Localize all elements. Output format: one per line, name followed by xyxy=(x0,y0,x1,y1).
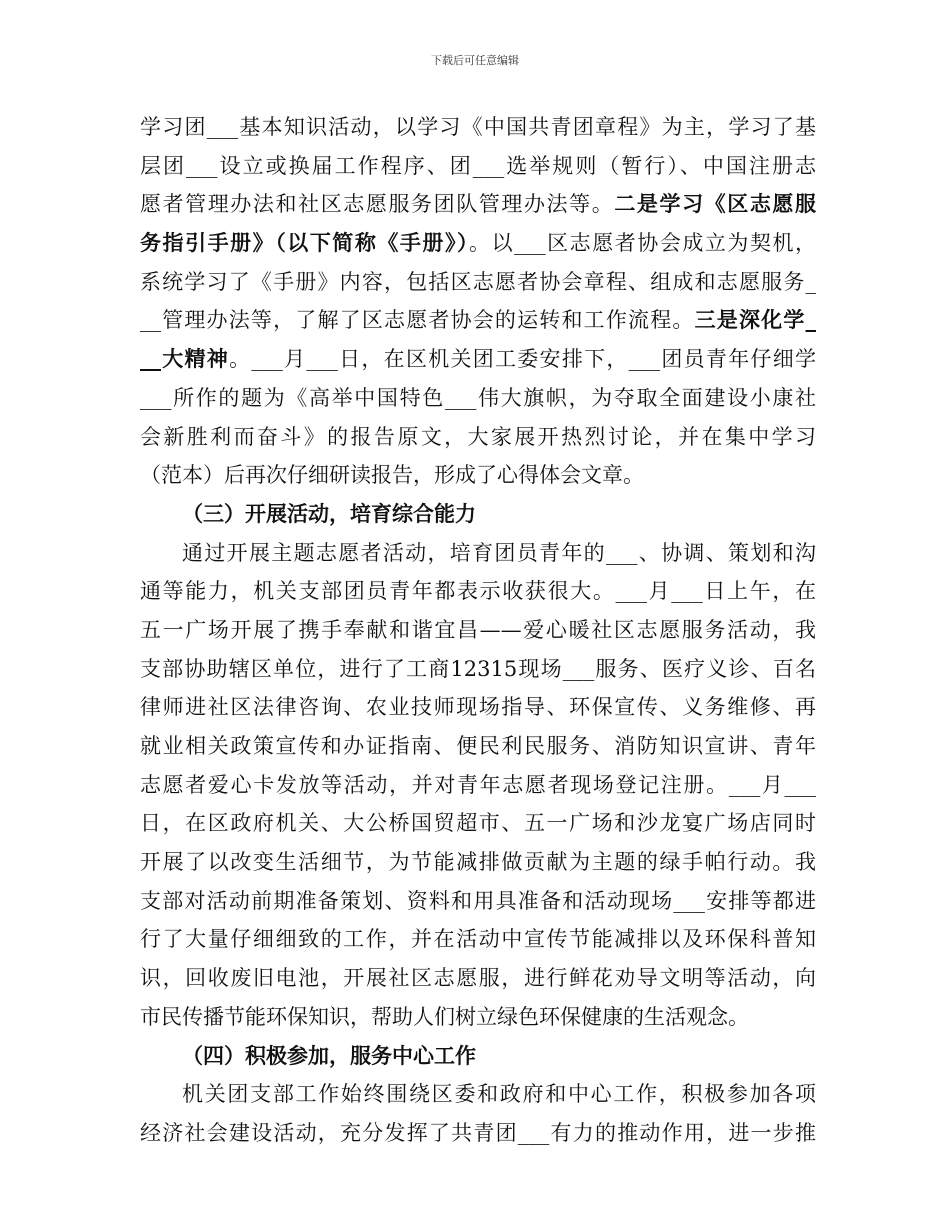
bold-text-segment: （四）积极参加，服务中心工作 xyxy=(182,1042,476,1068)
text-segment: 市民传播节能环保知识，帮助人们树立绿色环保健康的生活观念。 xyxy=(140,1004,749,1029)
text-segment: 五一广场开展了携手奉献和谐宜昌——爱心暖社区志愿服务活动，我 xyxy=(140,617,816,642)
text-segment: 识，回收废旧电池，开展社区志愿服，进行鲜花劝导文明等活动，向 xyxy=(140,966,816,991)
text-segment: 日，在区政府机关、大公桥国贸超市、五一广场和沙龙宴广场店同时 xyxy=(140,811,816,836)
text-segment: 经济社会建设活动，充分发挥了共青团___有力的推动作用，进一步推 xyxy=(140,1120,816,1145)
text-line xyxy=(140,572,816,611)
text-segment: 开展了以改变生活细节，为节能减排做贡献为主题的绿手帕行动。我 xyxy=(140,850,816,875)
text-line xyxy=(140,688,816,727)
document-body xyxy=(140,108,816,1153)
bold-text-segment: __大精神 xyxy=(140,346,230,372)
text-segment: 就业相关政策宣传和办证指南、便民利民服务、消防知识宣讲、青年 xyxy=(140,734,816,758)
text-line xyxy=(140,534,816,573)
text-line xyxy=(140,418,816,457)
text-segment: ___所作的题为《高举中国特色___伟大旗帜，为夺取全面建设小康社 xyxy=(140,385,816,410)
text-line xyxy=(140,108,816,147)
text-line xyxy=(140,340,816,379)
bold-text-segment: （三）开展活动，培育综合能力 xyxy=(182,500,476,526)
text-segment: 律师进社区法律咨询、农业技师现场指导、环保宣传、义务维修、再 xyxy=(140,695,816,720)
text-line xyxy=(140,843,816,882)
text-line xyxy=(140,301,816,340)
text-line xyxy=(140,1075,816,1114)
text-segment: __管理办法等，了解了区志愿者协会的运转和工作流程。 xyxy=(140,308,695,333)
text-line xyxy=(140,611,816,650)
text-segment: 通过开展主题志愿者活动，培育团员青年的___、协调、策划和沟 xyxy=(182,540,816,565)
section-heading xyxy=(140,1037,816,1076)
text-segment: 。以___区志愿者协会成立为契机， xyxy=(469,231,816,256)
text-line xyxy=(140,456,816,495)
text-segment: （范本）后再次仔细研读报告，形成了心得体会文章。 xyxy=(140,463,644,488)
text-segment: 。___月___日，在区机关团工委安排下，___团员青年仔细学 xyxy=(229,347,816,372)
bold-text-segment: 二是学习《区志愿服 xyxy=(614,191,816,217)
text-line xyxy=(140,959,816,998)
text-segment: 层团___设立或换届工作程序、团___选举规则（暂行）、中国注册志 xyxy=(140,153,816,178)
text-line xyxy=(140,920,816,959)
text-segment: 学习团___基本知识活动，以学习《中国共青团章程》为主，学习了基 xyxy=(140,115,816,139)
text-segment: 愿者管理办法和社区志愿服务团队管理办法等。 xyxy=(140,192,615,217)
text-segment: 通等能力，机关支部团员青年都表示收获很大。___月___日上午，在 xyxy=(140,579,816,604)
text-line xyxy=(140,882,816,921)
text-line xyxy=(140,147,816,186)
section-heading xyxy=(140,495,816,534)
text-line xyxy=(140,185,816,224)
text-segment: 行了大量仔细细致的工作，并在活动中宣传节能减排以及环保科普知 xyxy=(140,927,816,952)
page-header: 下载后可任意编辑 xyxy=(431,54,519,67)
text-line xyxy=(140,1114,816,1153)
text-segment: 系统学习了《手册》内容，包括区志愿者协会章程、组成和志愿服务_ xyxy=(140,269,816,294)
text-segment: 志愿者爱心卡发放等活动，并对青年志愿者现场登记注册。___月___ xyxy=(140,772,816,797)
text-line xyxy=(140,379,816,418)
text-line xyxy=(140,998,816,1037)
text-line xyxy=(140,766,816,805)
text-line xyxy=(140,224,816,263)
text-line xyxy=(140,263,816,302)
text-segment: 支部协助辖区单位，进行了工商12315现场___服务、医疗义诊、百名 xyxy=(140,656,816,681)
text-line xyxy=(140,727,816,766)
bold-text-segment: 务指引手册》（以下简称《手册》） xyxy=(140,230,470,256)
text-segment: 会新胜利而奋斗》的报告原文，大家展开热烈讨论，并在集中学习 xyxy=(140,424,816,449)
text-segment: 支部对活动前期准备策划、资料和用具准备和活动现场___安排等都进 xyxy=(140,888,816,913)
text-segment: 机关团支部工作始终围绕区委和政府和中心工作，积极参加各项 xyxy=(182,1082,816,1107)
text-line xyxy=(140,650,816,689)
bold-text-segment: 三是深化学_ xyxy=(694,307,816,333)
text-line xyxy=(140,804,816,843)
